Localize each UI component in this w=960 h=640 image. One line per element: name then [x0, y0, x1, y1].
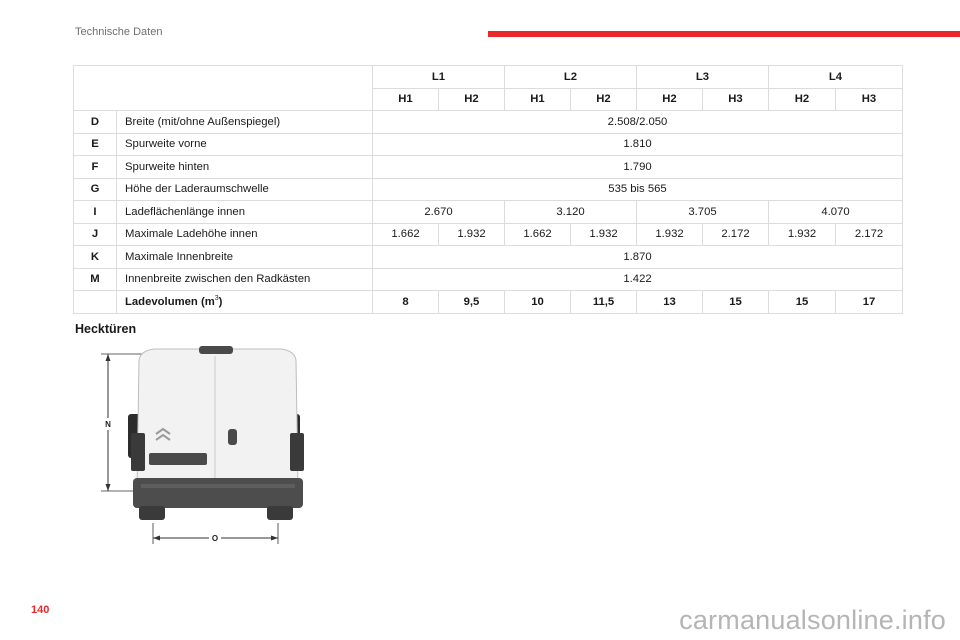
total-value: 8 — [373, 291, 439, 314]
header-height: H2 — [637, 88, 703, 111]
row-value: 1.932 — [571, 223, 637, 246]
length-header-row — [74, 66, 903, 89]
header-accent-bar — [488, 31, 960, 37]
van-rear-illustration — [95, 338, 310, 548]
rear-doors-heading: Hecktüren — [75, 322, 137, 336]
row-value: 2.508/2.050 — [373, 111, 903, 134]
row-label: Spurweite hinten — [117, 156, 373, 179]
table-row — [74, 133, 903, 156]
dimension-label-n: N — [105, 420, 111, 429]
page-number: 140 — [31, 604, 50, 616]
total-value: 9,5 — [439, 291, 505, 314]
row-label: Breite (mit/ohne Außenspiegel) — [117, 111, 373, 134]
row-value: 2.670 — [373, 201, 505, 224]
table-row — [74, 156, 903, 179]
row-label: Höhe der Laderaumschwelle — [117, 178, 373, 201]
watermark: carmanualsonline.info — [679, 605, 946, 635]
header-height: H1 — [373, 88, 439, 111]
row-value: 535 bis 565 — [373, 178, 903, 201]
dimension-label-o: O — [211, 534, 219, 543]
row-value: 1.790 — [373, 156, 903, 179]
table-row — [74, 111, 903, 134]
row-letter: K — [74, 246, 117, 269]
van-rear-figure — [95, 338, 310, 553]
row-label: Spurweite vorne — [117, 133, 373, 156]
total-value: 15 — [703, 291, 769, 314]
row-label: Ladeflächenlänge innen — [117, 201, 373, 224]
row-value: 4.070 — [769, 201, 903, 224]
table-row — [74, 178, 903, 201]
row-value: 2.172 — [836, 223, 903, 246]
row-letter: I — [74, 201, 117, 224]
header-height: H2 — [439, 88, 505, 111]
header-l1: L1 — [373, 66, 505, 89]
row-letter: F — [74, 156, 117, 179]
total-value: 13 — [637, 291, 703, 314]
total-value: 10 — [505, 291, 571, 314]
header-l3: L3 — [637, 66, 769, 89]
table-row — [74, 268, 903, 291]
header-height: H2 — [571, 88, 637, 111]
total-value: 11,5 — [571, 291, 637, 314]
total-empty-cell — [74, 291, 117, 314]
row-value: 3.120 — [505, 201, 637, 224]
row-value: 3.705 — [637, 201, 769, 224]
header-height: H3 — [836, 88, 903, 111]
header-height: H1 — [505, 88, 571, 111]
row-letter: E — [74, 133, 117, 156]
header-l2: L2 — [505, 66, 637, 89]
row-label: Maximale Ladehöhe innen — [117, 223, 373, 246]
row-letter: G — [74, 178, 117, 201]
row-letter: J — [74, 223, 117, 246]
row-value: 1.932 — [769, 223, 836, 246]
total-value: 17 — [836, 291, 903, 314]
header-l4: L4 — [769, 66, 903, 89]
row-label: Innenbreite zwischen den Radkästen — [117, 268, 373, 291]
row-label: Maximale Innenbreite — [117, 246, 373, 269]
superscript: 3 — [214, 295, 219, 303]
table-row — [74, 201, 903, 224]
row-value: 1.932 — [439, 223, 505, 246]
row-value: 1.662 — [505, 223, 571, 246]
total-label: Ladevolumen $(m^3)$ — [117, 291, 373, 314]
row-value: 2.172 — [703, 223, 769, 246]
header-height: H2 — [769, 88, 836, 111]
row-value: 1.870 — [373, 246, 903, 269]
row-value: 1.662 — [373, 223, 439, 246]
table-row — [74, 223, 903, 246]
row-value: 1.810 — [373, 133, 903, 156]
spec-table — [73, 65, 903, 314]
section-title: Technische Daten — [75, 26, 163, 38]
total-value: 15 — [769, 291, 836, 314]
header-height: H3 — [703, 88, 769, 111]
row-value: 1.422 — [373, 268, 903, 291]
table-row — [74, 246, 903, 269]
row-letter: M — [74, 268, 117, 291]
row-value: 1.932 — [637, 223, 703, 246]
row-letter: D — [74, 111, 117, 134]
header-empty-cell — [74, 66, 373, 111]
total-row — [74, 291, 903, 314]
